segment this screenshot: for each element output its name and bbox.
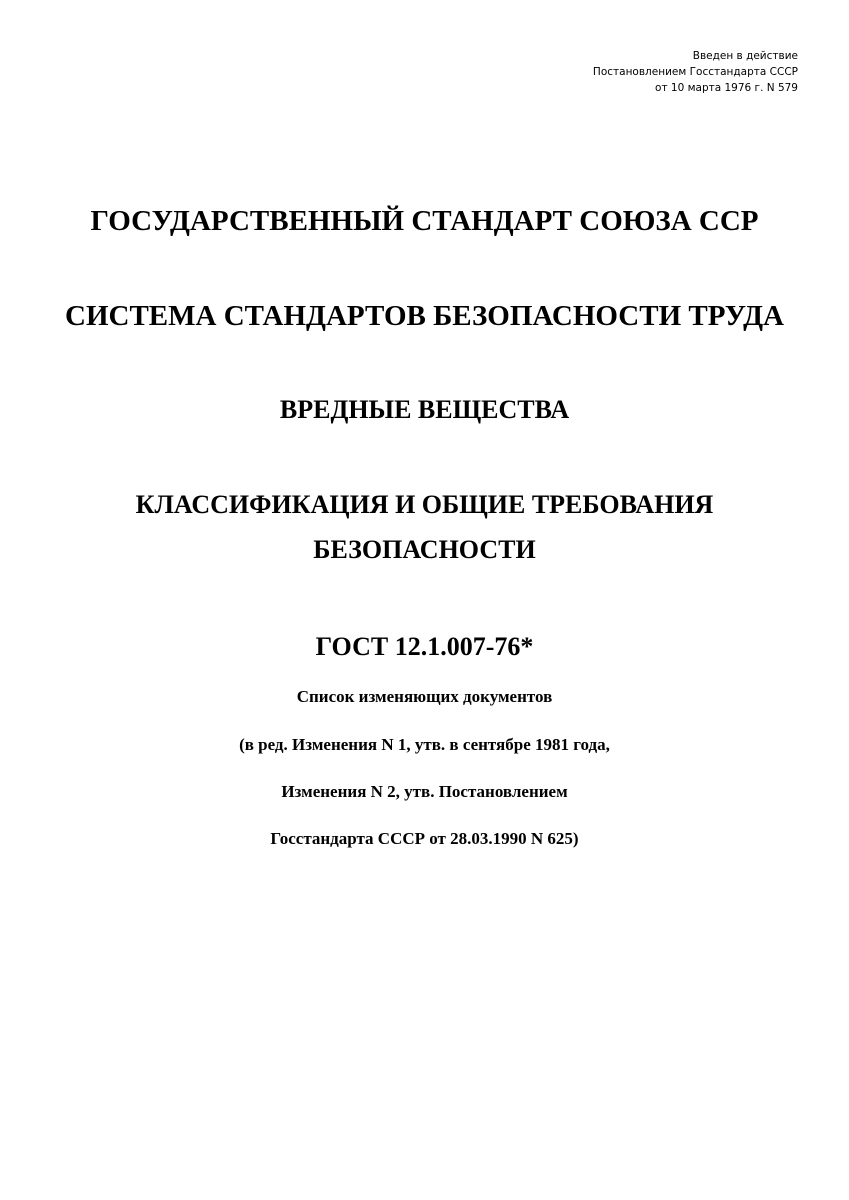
enactment-note-line: Постановлением Госстандарта СССР [592,66,798,78]
subject-title: ВРЕДНЫЕ ВЕЩЕСТВА [279,395,570,424]
amendment-line: Госстандарта СССР от 28.03.1990 N 625) [270,829,579,848]
classification-title-line1: КЛАССИФИКАЦИЯ И ОБЩИЕ ТРЕБОВАНИЯ [135,490,714,519]
enactment-note [593,48,798,96]
state-standard-title: ГОСУДАРСТВЕННЫЙ СТАНДАРТ СОЮЗА ССР [90,205,759,237]
amendment-line: (в ред. Изменения N 1, утв. в сентябре 1981 года, [239,735,610,754]
system-title: СИСТЕМА СТАНДАРТОВ БЕЗОПАСНОСТИ ТРУДА [65,300,784,332]
amendments-heading: Список изменяющих документов [296,687,553,706]
amendment-line: Изменения N 2, утв. Постановлением [281,782,568,801]
enactment-note-line: Введен в действие [692,50,798,62]
classification-title-line2: БЕЗОПАСНОСТИ [313,535,536,564]
enactment-note-line: от 10 марта 1976 г. N 579 [655,82,798,94]
gost-number: ГОСТ 12.1.007-76* [315,632,534,661]
